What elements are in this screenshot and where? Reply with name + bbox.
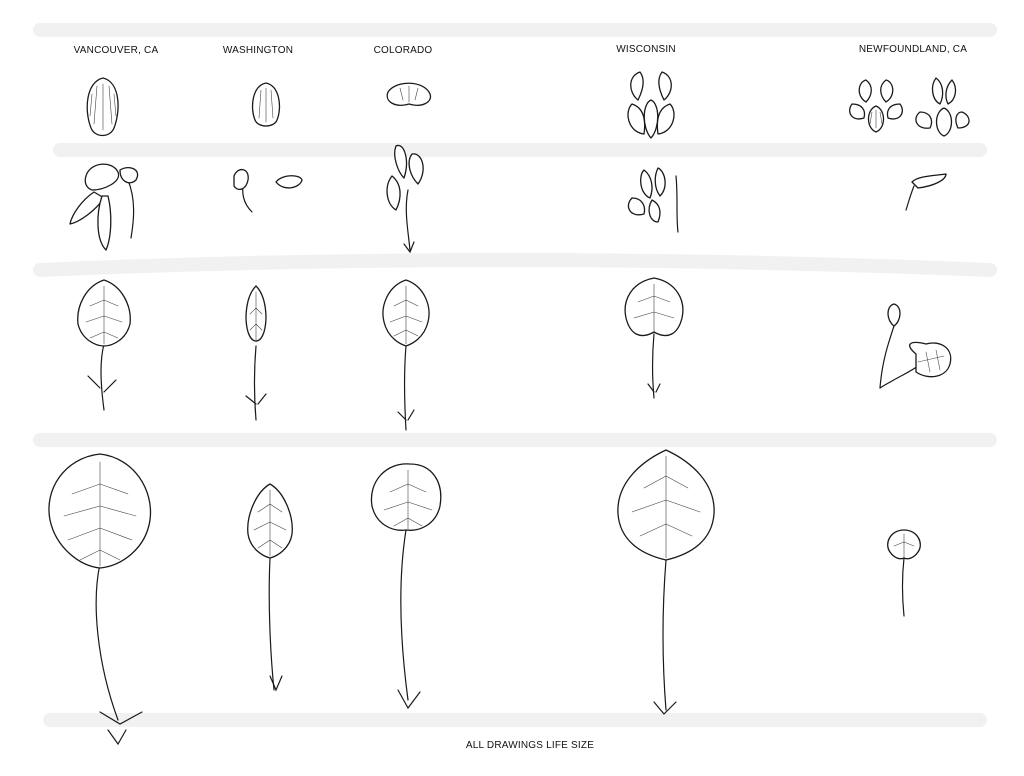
leaf-small-newfoundland <box>888 530 921 616</box>
flower-newfoundland-front <box>850 80 903 132</box>
bud-and-leaf-newfoundland <box>880 304 951 388</box>
locality-label-newfoundland: NEWFOUNDLAND, CA <box>858 44 968 55</box>
flower-side-wisconsin <box>628 168 678 232</box>
leaf-mid-washington <box>246 286 266 420</box>
leaf-mid-colorado <box>383 280 429 430</box>
locality-label-vancouver: VANCOUVER, CA <box>73 45 159 56</box>
column-group-label: LABRADORICA <box>868 27 942 38</box>
leaf-large-vancouver <box>49 454 151 744</box>
leaf-large-colorado <box>371 464 440 708</box>
column-group-label: ADUNCA var. MINOR <box>591 27 693 38</box>
petal-washington <box>253 83 280 126</box>
flower-side-washington <box>234 170 302 212</box>
flower-newfoundland-side <box>916 78 969 136</box>
background-ghost-strokes <box>40 30 990 720</box>
petal-colorado <box>387 83 430 105</box>
locality-label-colorado: COLORADO <box>373 45 433 56</box>
footer-note: ALL DRAWINGS LIFE SIZE <box>465 740 595 751</box>
spur-newfoundland <box>906 174 946 210</box>
flower-side-vancouver <box>70 164 138 250</box>
leaf-mid-wisconsin <box>625 278 683 398</box>
leaf-large-wisconsin <box>618 450 714 714</box>
column-group-label: ADUNCA <box>236 26 280 37</box>
petal-vancouver <box>87 78 118 136</box>
flower-side-colorado <box>387 145 423 252</box>
locality-label-wisconsin: WISCONSIN <box>616 44 676 55</box>
leaf-mid-vancouver <box>78 280 131 410</box>
flower-wisconsin <box>628 72 674 138</box>
locality-label-washington: WASHINGTON <box>222 45 294 56</box>
leaf-large-washington <box>248 484 293 690</box>
